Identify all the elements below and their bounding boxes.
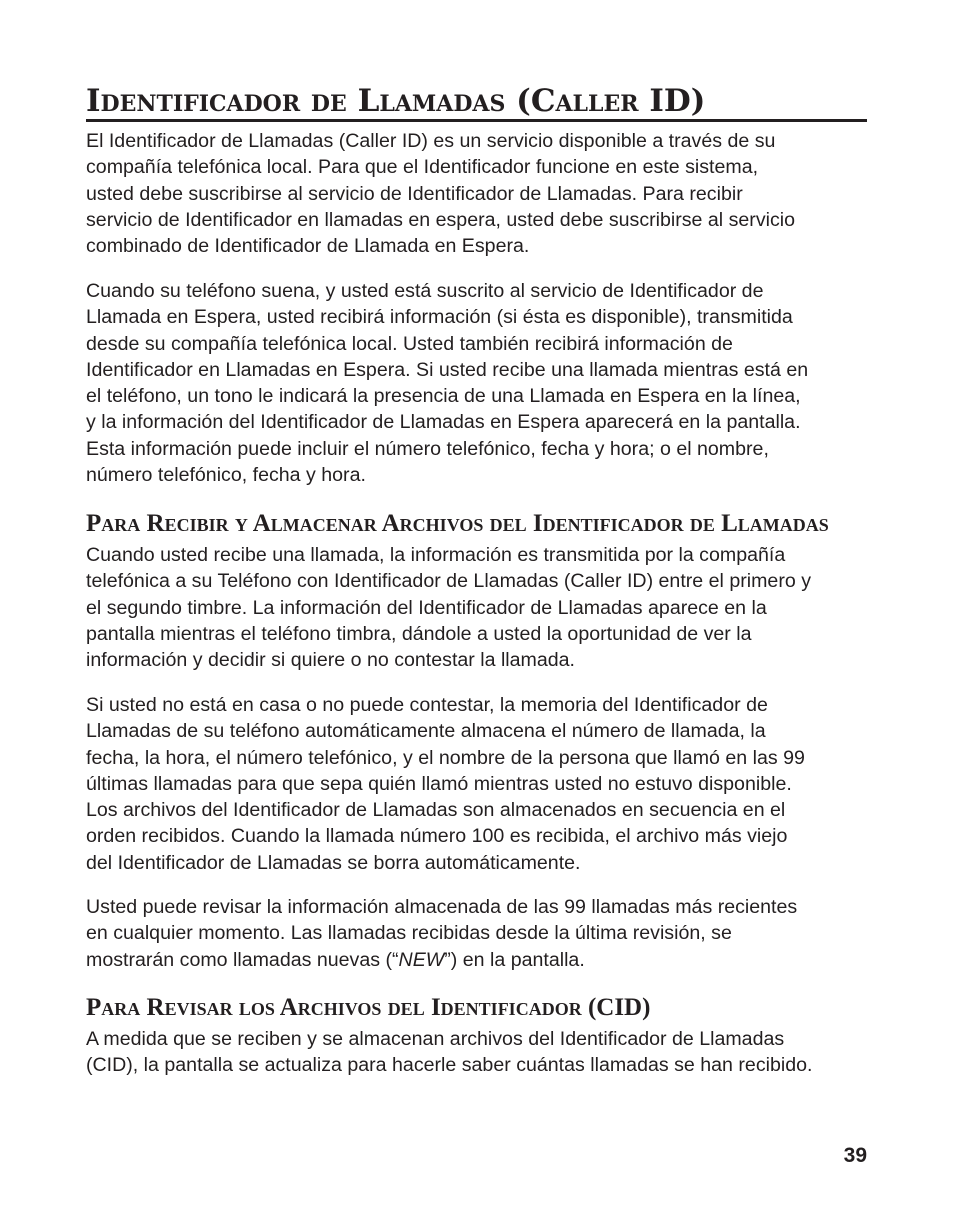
page-number: 39 [843, 1144, 867, 1167]
page-heading: Identificador de Llamadas (Caller ID) [86, 83, 706, 119]
text-line: usted debe suscribirse al servicio de Identificador de Llamadas. Para recibir [86, 182, 743, 205]
text-line: el segundo timbre. La información del Identificador de Llamadas aparece en la [86, 596, 767, 619]
text-line: Cuando su teléfono suena, y usted está suscrito al servicio de Identificador de [86, 280, 764, 302]
section-heading-receive-store: Para Recibir y Almacenar Archivos del Identificador de Llamadas [86, 510, 829, 537]
text-line: Los archivos del Identificador de Llamadas son almacenados en secuencia en el [86, 799, 786, 822]
text-line: (CID), la pantalla se actualiza para hacerle saber cuántas llamadas se han recibido. [86, 1054, 813, 1077]
text-line: en cualquier momento. Las llamadas recibidas desde la última revisión, se [86, 922, 732, 945]
text-line: pantalla mientras el teléfono timbra, dándole a usted la oportunidad de ver la [86, 622, 752, 645]
text-line: el teléfono, un tono le indicará la presencia de una Llamada en Espera en la línea, [86, 385, 801, 408]
text-line: del Identificador de Llamadas se borra automáticamente. [86, 851, 581, 874]
text-line: desde su compañía telefónica local. Usted también recibirá información de [86, 332, 733, 355]
memory-paragraph [86, 692, 876, 876]
text-line: y la información del Identificador de Llamadas en Espera aparecerá en la pantalla. [86, 411, 801, 434]
text-fragment: ”) en la pantalla. [444, 948, 585, 971]
text-line: últimas llamadas para que sepa quién llamó mientras usted no estuvo disponible. [86, 772, 792, 795]
intro-paragraph [86, 128, 876, 259]
text-line: El Identificador de Llamadas (Caller ID) es un servicio disponible a través de su [86, 130, 776, 152]
text-line: Llamada en Espera, usted recibirá información (si ésta es disponible), transmitida [86, 306, 793, 329]
section-heading-review-cid: Para Revisar los Archivos del Identificador (CID) [86, 994, 651, 1021]
review-paragraph [86, 894, 876, 973]
receive-paragraph [86, 542, 876, 673]
text-line: compañía telefónica local. Para que el Identificador funcione en este sistema, [86, 156, 759, 179]
new-indicator-text: NEW [398, 948, 445, 971]
cid-update-paragraph [86, 1026, 876, 1079]
text-line: Cuando usted recibe una llamada, la información es transmitida por la compañía [86, 544, 786, 566]
text-line: Usted puede revisar la información almacenada de las 99 llamadas más recientes [86, 896, 798, 918]
text-line: Llamadas de su teléfono automáticamente almacena el número de llamada, la [86, 720, 766, 743]
text-fragment: mostrarán como llamadas nuevas (“ [86, 948, 399, 971]
text-line: información y decidir si quiere o no contestar la llamada. [86, 649, 576, 672]
text-line: Esta información puede incluir el número telefónico, fecha y hora; o el nombre, [86, 437, 769, 460]
text-line: Identificador en Llamadas en Espera. Si usted recibe una llamada mientras está en [86, 358, 809, 381]
text-line: A medida que se reciben y se almacenan archivos del Identificador de Llamadas [86, 1028, 785, 1050]
heading-rule [86, 119, 867, 122]
text-line: fecha, la hora, el número telefónico, y el nombre de la persona que llamó en las 99 [86, 746, 805, 769]
text-line: orden recibidos. Cuando la llamada número 100 es recibida, el archivo más viejo [86, 825, 788, 848]
text-line [86, 947, 876, 973]
text-line: Si usted no está en casa o no puede contestar, la memoria del Identificador de [86, 694, 768, 716]
text-line: servicio de Identificador en llamadas en espera, usted debe suscribirse al servicio [86, 208, 796, 231]
text-line: combinado de Identificador de Llamada en Espera. [86, 235, 530, 258]
text-line: número telefónico, fecha y hora. [86, 464, 366, 487]
text-line: telefónica a su Teléfono con Identificador de Llamadas (Caller ID) entre el primero y [86, 570, 811, 593]
call-waiting-paragraph [86, 278, 876, 488]
